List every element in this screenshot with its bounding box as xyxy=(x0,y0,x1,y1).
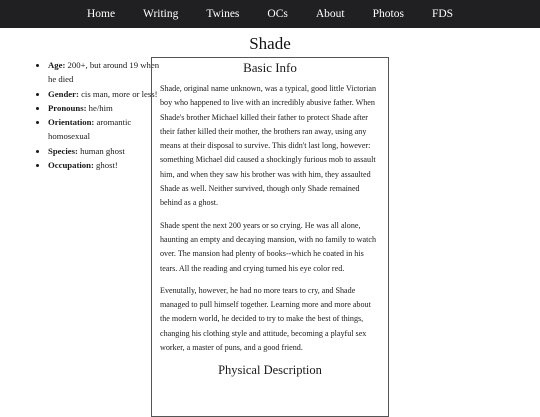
fact-value: 200+, but around 19 when he died xyxy=(48,60,160,85)
fact-value: he/him xyxy=(88,102,113,113)
basic-info-paragraph: Shade, original name unknown, was a typical, good little Victorian boy who happened to live with an incredibly abusive father. When Shade's brother Michael killed their father to protect Shade after their father killed their mother, the brothers ran away, using any means at their disposal to survive. This didn't last long, however: something Michael did caused a shockingly furious mob to assault him, and when they saw his brother was with him, they assaulted Shade as well. Neither survived, though only Shade remained behind as a ghost. xyxy=(160,84,377,208)
fact-label: Pronouns: xyxy=(48,102,87,113)
fact-species xyxy=(48,144,160,158)
fact-pronouns xyxy=(48,101,160,115)
fact-value: cis man, more or less! xyxy=(81,88,158,99)
fact-orientation xyxy=(48,115,160,144)
physical-description-heading: Physical Description xyxy=(218,363,322,378)
nav-about[interactable]: About xyxy=(315,8,345,20)
fact-label: Gender: xyxy=(48,88,79,99)
top-nav xyxy=(0,0,540,28)
fact-value: aromantic homosexual xyxy=(48,117,132,142)
fact-age xyxy=(48,58,160,87)
fact-label: Species: xyxy=(48,145,78,156)
basic-info-paragraph: Shade spent the next 200 years or so crying. He was all alone, haunting an empty and decaying mansion, with no family to watch over. The mansion had plenty of books--which he coated in his tears. All the reading and crying turned his eye color red. xyxy=(160,220,377,273)
fact-value: human ghost xyxy=(80,145,125,156)
nav-home[interactable]: Home xyxy=(86,8,116,20)
fact-label: Occupation: xyxy=(48,160,94,171)
fact-label: Orientation: xyxy=(48,117,95,128)
fact-gender xyxy=(48,87,160,101)
nav-twines[interactable]: Twines xyxy=(206,8,240,20)
nav-fds[interactable]: FDS xyxy=(431,8,454,20)
fact-occupation xyxy=(48,158,160,172)
basic-info-panel[interactable] xyxy=(151,57,389,417)
fact-value: ghost! xyxy=(96,160,118,171)
basic-info-heading: Basic Info xyxy=(243,60,297,75)
nav-photos[interactable]: Photos xyxy=(372,8,404,20)
nav-ocs[interactable]: OCs xyxy=(267,8,288,20)
nav-writing[interactable]: Writing xyxy=(143,8,179,20)
basic-info-paragraph: Evenutally, however, he had no more tears to cry, and Shade managed to pull himself together. Learning more and more about the modern world, he decided to try to make the best of things, changing his clothing style and attitude, becoming a playful sex worker, a master of puns, and a good friend. xyxy=(160,285,371,353)
fact-label: Age: xyxy=(48,60,66,70)
character-facts-list xyxy=(36,58,160,172)
page-title: Shade xyxy=(249,34,291,53)
